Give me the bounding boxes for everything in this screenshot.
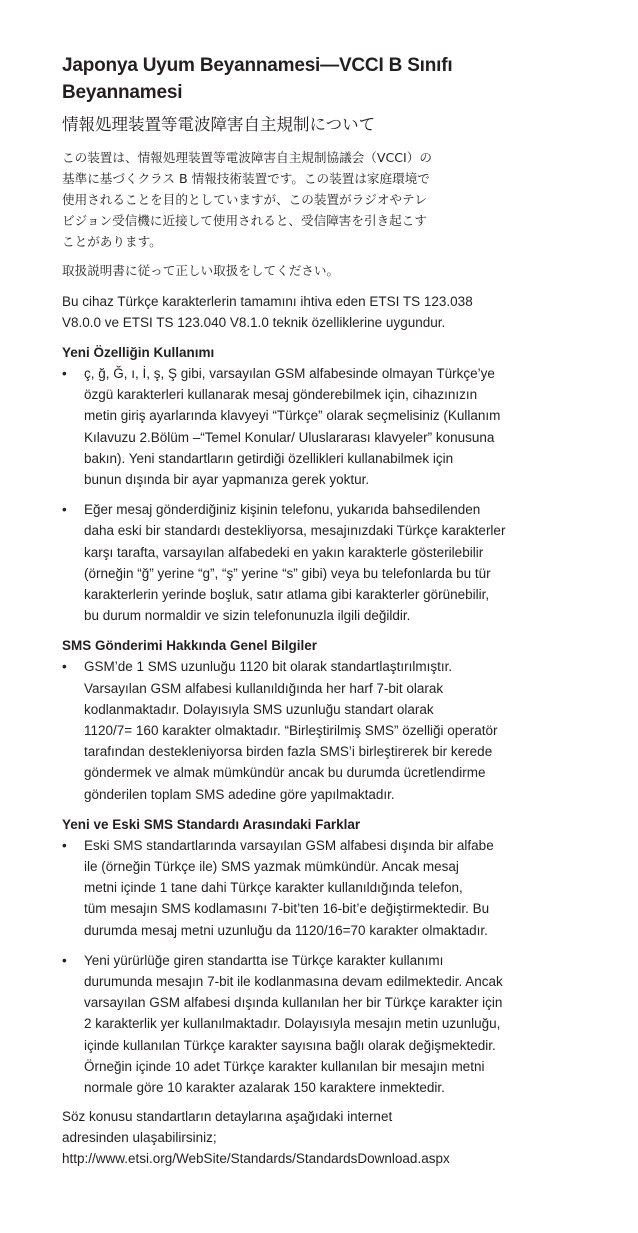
page-title <box>62 52 582 106</box>
closing-line: Söz konusu standartların detaylarına aşağıdaki internet <box>62 1109 393 1125</box>
closing-paragraph <box>62 1106 582 1169</box>
list-item-line: bakın). Yeni standartların getirdiği özellikleri kullanabilmek için <box>84 450 454 466</box>
list-item-line: GSM’de 1 SMS uzunluğu 1120 bit olarak standartlaştırılmıştır. <box>84 659 453 675</box>
japanese-statement-line: ことがあります。 <box>62 234 162 249</box>
list-item-line: ile (örneğin Türkçe ile) SMS yazmak mümkündür. Ancak mesaj <box>84 859 459 875</box>
list-item <box>62 950 582 1098</box>
intro-line: V8.0.0 ve ETSI TS 123.040 V8.1.0 teknik özelliklerine uygundur. <box>62 315 446 330</box>
list-item-line: Kılavuzu 2.Bölüm –“Temel Konular/ Uluslararası klavyeler” konusuna <box>84 429 495 445</box>
list-item-line: (örneğin “ğ” yerine “g”, “ş” yerine “s” gibi) veya bu telefonlarda bu tür <box>84 565 491 581</box>
bullet-mark: • <box>62 952 67 968</box>
list-item-line: göndermek ve almak mümkündür ancak bu durumda ücretlendirme <box>84 765 486 781</box>
japanese-statement-line: 使用されることを目的としていますが、この装置がラジオやテレ <box>62 192 427 207</box>
bullet-mark: • <box>62 659 67 675</box>
list-item-line: Yeni yürürlüğe giren standartta ise Türkçe karakter kullanımı <box>84 952 444 968</box>
section-heading: SMS Gönderimi Hakkında Genel Bilgiler <box>62 638 318 654</box>
document-page <box>62 52 582 1169</box>
list-item-line: bunun dışında bir ayar yapmanıza gerek yoktur. <box>84 472 370 488</box>
japanese-statement-line: この装置は、情報処理装置等電波障害自主規制協議会（VCCI）の <box>62 150 432 165</box>
bullet-mark: • <box>62 366 67 381</box>
section-heading: Yeni ve Eski SMS Standardı Arasındaki Farklar <box>62 816 361 832</box>
list-item-line: Örneğin içinde 10 adet Türkçe karakter kullanılan bir mesajın metni <box>84 1058 485 1074</box>
japanese-statement-line: ビジョン受信機に近接して使用されると、受信障害を引き起こす <box>62 213 427 228</box>
list-item-line: durumunda mesajın 7-bit ile kodlanmasına devam edilmektedir. Ancak <box>84 974 503 990</box>
list-item-line: 2 karakterlik yer kullanılmaktadır. Dolayısıyla mesajın metin uzunluğu, <box>84 1016 501 1032</box>
list-item-line: durumda mesaj metni uzunluğu da 1120/16=70 karakter olmaktadır. <box>84 922 488 938</box>
japanese-statement <box>62 147 502 252</box>
list-item-line: bu durum normaldir ve sizin telefonunuzla ilgili değildir. <box>84 608 411 624</box>
list-item-line: gönderilen toplam SMS adedine göre yapılmaktadır. <box>84 786 395 802</box>
list-item <box>62 499 582 626</box>
title-line: Japonya Uyum Beyannamesi—VCCI B Sınıfı <box>62 55 453 76</box>
list-item-line: metin giriş ayarlarında klavyeyi “Türkçe” olarak seçmelisiniz (Kullanım <box>84 408 501 424</box>
list-item-line: Eski SMS standartlarında varsayılan GSM alfabesi dışında bir alfabe <box>84 837 494 853</box>
list-item-line: karakterlerin yerinde boşluk, satır atlama gibi karakterler görünebilir, <box>84 587 490 603</box>
japanese-instruction: 取扱説明書に従って正しい取扱をしてください。 <box>62 263 340 278</box>
intro-line: Bu cihaz Türkçe karakterlerin tamamını ihtiva eden ETSI TS 123.038 <box>62 294 473 309</box>
list-item-line: normale göre 10 karakter azalarak 150 karaktere inmektedir. <box>84 1080 445 1096</box>
list-item-line: varsayılan GSM alfabesi dışında kullanılan her bir Türkçe karakter için <box>84 995 503 1011</box>
japanese-statement-line: 基準に基づくクラス B 情報技術装置です。この装置は家庭環境で <box>62 171 430 186</box>
list-item-line: karşı tarafta, varsayılan alfabedeki en yakın karakterle gösterilebilir <box>84 544 484 560</box>
closing-line: adresinden ulaşabilirsiniz; <box>62 1130 217 1146</box>
list-item <box>62 363 582 490</box>
list-item-line: daha eski bir standardı destekliyorsa, mesajınızdaki Türkçe karakterler <box>84 523 506 539</box>
list-item-line: kodlanmaktadır. Dolayısıyla SMS uzunluğu standart olarak <box>84 701 434 717</box>
intro-paragraph <box>62 291 582 333</box>
section-heading: Yeni Özelliğin Kullanımı <box>62 345 215 360</box>
list-item-line: ç, ğ, Ğ, ı, İ, ş, Ş gibi, varsayılan GSM alfabesinde olmayan Türkçe’ye <box>84 366 495 381</box>
list-item-line: Varsayılan GSM alfabesi kullanıldığında her harf 7-bit olarak <box>84 680 444 696</box>
title-line: Beyannamesi <box>62 82 183 103</box>
list-item-line: tarafından destekleniyorsa birden fazla SMS’i birleştirerek bir kerede <box>84 744 493 760</box>
list-item-line: Eğer mesaj gönderdiğiniz kişinin telefonu, yukarıda bahsedilenden <box>84 502 481 518</box>
bullet-list <box>62 363 582 626</box>
list-item-line: tüm mesajın SMS kodlamasını 7-bit’ten 16-bit’e değiştirmektedir. Bu <box>84 901 490 917</box>
list-item-line: özgü karakterleri kullanarak mesaj gönderebilmek için, cihazınızın <box>84 387 478 403</box>
list-item <box>62 835 582 941</box>
list-item <box>62 656 582 804</box>
etsi-standards-link[interactable]: http://www.etsi.org/WebSite/Standards/StandardsDownload.aspx <box>62 1151 450 1167</box>
list-item-line: 1120/7= 160 karakter olmaktadır. “Birleştirilmiş SMS” özelliği operatör <box>84 723 498 739</box>
japanese-heading: 情報処理装置等電波障害自主規制について <box>62 115 376 134</box>
bullet-mark: • <box>62 837 67 853</box>
list-item-line: metni içinde 1 tane dahi Türkçe karakter kullanıldığında telefon, <box>84 880 463 896</box>
list-item-line: içinde kullanılan Türkçe karakter sayısına bağlı olarak değişmektedir. <box>84 1037 496 1053</box>
bullet-list <box>62 656 582 804</box>
bullet-mark: • <box>62 502 67 518</box>
bullet-list <box>62 835 582 1098</box>
